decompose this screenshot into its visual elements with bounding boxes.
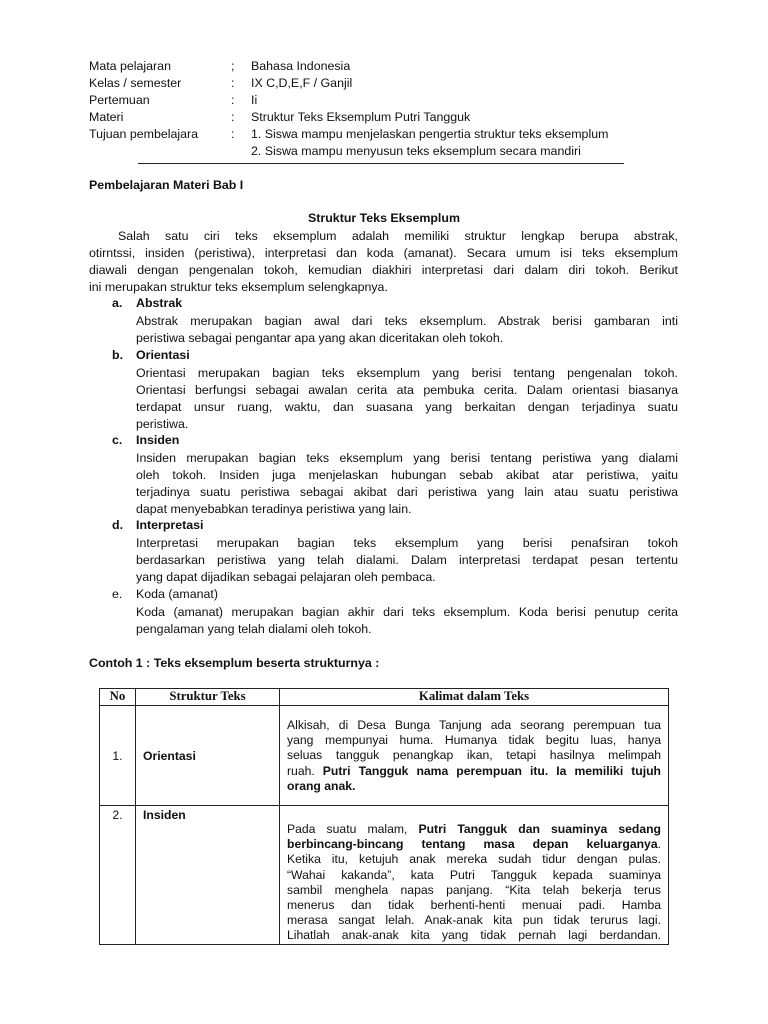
- paragraph-line: terjadinya suatu peristiwa sebagai akibat dari peristiwa yang lain atau suatu peristiwa: [136, 485, 678, 499]
- example-title: Contoh 1 : Teks eksemplum beserta strukturnya :: [89, 656, 380, 670]
- table-cell-struktur: Orientasi: [136, 706, 280, 806]
- header-value: 2. Siswa mampu menyusun teks eksemplum secara mandiri: [251, 144, 581, 158]
- bold-text: berbincang-bincang tentang masa depan keluarganya: [287, 837, 658, 852]
- text-segment: Pada suatu malam,: [287, 822, 419, 836]
- paragraph-line: Orientasi berfungsi sebagai awalan cerita ata pembuka cerita. Dalam orientasi biasanya: [136, 383, 678, 397]
- bold-text: orang anak.: [287, 778, 356, 793]
- table-row: [100, 706, 669, 806]
- header-value: Struktur Teks Eksemplum Putri Tangguk: [251, 110, 471, 124]
- cell-text-block: [287, 718, 661, 794]
- cell-text-line: [287, 898, 661, 913]
- paragraph-line: dapat menyebabkan teradinya peristiwa yang lain.: [136, 502, 412, 516]
- table-cell-text: [280, 806, 669, 945]
- list-item-title: Insiden: [136, 433, 180, 447]
- paragraph-line: peristiwa.: [136, 417, 189, 431]
- header-separator: :: [231, 76, 235, 90]
- table-header-cell: Kalimat dalam Teks: [280, 689, 669, 706]
- paragraph-line: Interpretasi merupakan bagian teks eksemplum yang berisi penafsiran tokoh: [136, 536, 678, 550]
- list-item-body: [136, 450, 678, 518]
- paragraph-line: peristiwa sebagai pengantar apa yang akan diceritakan oleh tokoh.: [136, 331, 504, 345]
- header-label: Tujuan pembelajara: [89, 127, 199, 141]
- text-segment: ruah.: [287, 763, 323, 778]
- list-item-body: [136, 365, 678, 433]
- paragraph-line: oleh tokoh. Insiden juga menjelaskan hubungan sebab akibat atar peristiwa, yaitu: [136, 468, 678, 482]
- list-item-body: [136, 313, 678, 347]
- paragraph-line: Insiden merupakan bagian teks eksemplum yang berisi tentang peristiwa yang dialami: [136, 451, 678, 465]
- cell-text-line: [287, 868, 661, 883]
- structure-table: [99, 688, 669, 945]
- text-segment: seluas tangguk penangkap ikan, tetapi hasilnya melimpah: [287, 748, 661, 763]
- cell-text-line: [287, 779, 661, 794]
- table-header-cell: Struktur Teks: [136, 689, 280, 706]
- cell-text-line: [287, 883, 661, 898]
- paragraph-line: Salah satu ciri teks eksemplum adalah memiliki struktur lengkap berupa abstrak,: [118, 229, 678, 243]
- table-header-cell: No: [100, 689, 136, 706]
- header-separator: ;: [231, 59, 235, 73]
- cell-text-line: [287, 822, 661, 837]
- table-cell-no: 2.: [100, 806, 136, 945]
- cell-text-line: [287, 733, 661, 748]
- bold-text: Putri Tangguk nama perempuan itu. Ia memiliki tujuh: [322, 763, 662, 778]
- cell-text-line: [287, 852, 661, 867]
- header-label: Mata pelajaran: [89, 59, 171, 73]
- paragraph-line: pengalaman yang telah dialami oleh tokoh.: [136, 622, 372, 636]
- paragraph-line: Orientasi merupakan bagian teks eksemplum yang berisi tentang pengenalan tokoh.: [136, 366, 678, 380]
- header-value: Ii: [251, 93, 258, 107]
- text-segment: Alkisah, di Desa Bunga Tanjung ada seorang perempuan tua: [287, 718, 661, 732]
- cell-text-line: [287, 837, 661, 852]
- list-item-title: Abstrak: [136, 296, 183, 310]
- list-item-title: Interpretasi: [136, 518, 204, 532]
- list-item-letter: c.: [112, 433, 123, 447]
- header-label: Pertemuan: [89, 93, 150, 107]
- list-item-letter: b.: [112, 348, 124, 362]
- text-segment: Lihatlah anak-anak kita yang tidak pernah lagi berdandan.: [287, 928, 661, 943]
- table-cell-text: [280, 706, 669, 806]
- list-item-body: [136, 604, 678, 638]
- text-segment: “Wahai kakanda”, kata Putri Tangguk kepada suaminya: [287, 867, 661, 882]
- list-item-title: Orientasi: [136, 348, 190, 362]
- cell-text-block: [287, 822, 661, 944]
- list-item-letter: e.: [112, 587, 123, 601]
- table-cell-struktur: Insiden: [136, 806, 280, 945]
- intro-paragraph: [89, 228, 678, 296]
- cell-text-line: [287, 748, 661, 763]
- header-label: Kelas / semester: [89, 76, 182, 90]
- text-segment: yang mempunyai huma. Humanya tidak begitu luas, hanya: [287, 733, 661, 748]
- cell-text-line: [287, 718, 661, 733]
- list-item-letter: a.: [112, 296, 123, 310]
- header-value: 1. Siswa mampu menjelaskan pengertia struktur teks eksemplum: [251, 127, 609, 141]
- text-segment: sambil menghela napas panjang. “Kita telah bekerja terus: [287, 882, 661, 897]
- paragraph-line: Abstrak merupakan bagian awal dari teks eksemplum. Abstrak berisi gambaran inti: [136, 314, 678, 328]
- text-segment: Ketika itu, ketujuh anak mereka sudah tidur dengan pulas.: [287, 852, 661, 867]
- list-item-letter: d.: [112, 518, 124, 532]
- paragraph-line: Koda (amanat) merupakan bagian akhir dari teks eksemplum. Koda berisi penutup cerita: [136, 605, 678, 619]
- header-label: Materi: [89, 110, 124, 124]
- cell-text-line: [287, 928, 661, 943]
- list-item-body: [136, 535, 678, 586]
- header-separator: :: [231, 110, 235, 124]
- header-divider: [138, 163, 624, 164]
- paragraph-line: diawali dengan pengenalan tokoh, kemudian diakhiri interpretasi dari dalam diri tokoh. Berikut: [89, 263, 678, 277]
- paragraph-line: berdasarkan peristiwa yang telah dialami. Dalam interpretasi terdapat pesan tertentu: [136, 553, 678, 567]
- header-value: Bahasa Indonesia: [251, 59, 351, 73]
- text-segment: .: [657, 837, 661, 852]
- cell-text-line: [287, 913, 661, 928]
- paragraph-line: otirntssi, insiden (peristiwa), interpretasi dan koda (amanat). Secara umum isi teks eksemplum: [89, 246, 678, 260]
- paragraph-line: terdapat unsur ruang, waktu, dan suasana yang berkaitan dengan terjadinya suatu: [136, 400, 678, 414]
- header-separator: :: [231, 127, 235, 141]
- bold-text: Putri Tangguk dan suaminya sedang: [418, 822, 662, 836]
- list-item-title: Koda (amanat): [136, 587, 218, 601]
- section-title: Pembelajaran Materi Bab I: [89, 178, 244, 192]
- paragraph-line: ini merupakan struktur teks eksemplum selengkapnya.: [89, 280, 388, 294]
- paragraph-line: yang dapat dijadikan sebagai pelajaran oleh pembaca.: [136, 570, 436, 584]
- header-value: IX C,D,E,F / Ganjil: [251, 76, 353, 90]
- table-cell-no: 1.: [100, 706, 136, 806]
- text-segment: menerus dan tidak berhenti-henti menuai padi. Hamba: [287, 898, 661, 913]
- table-header-row: [100, 689, 669, 706]
- table-row: [100, 806, 669, 945]
- text-segment: merasa sangat lelah. Anak-anak kita pun tidak terurus lagi.: [287, 913, 661, 928]
- content-title: Struktur Teks Eksemplum: [308, 211, 460, 225]
- cell-text-line: [287, 764, 661, 779]
- header-separator: :: [231, 93, 235, 107]
